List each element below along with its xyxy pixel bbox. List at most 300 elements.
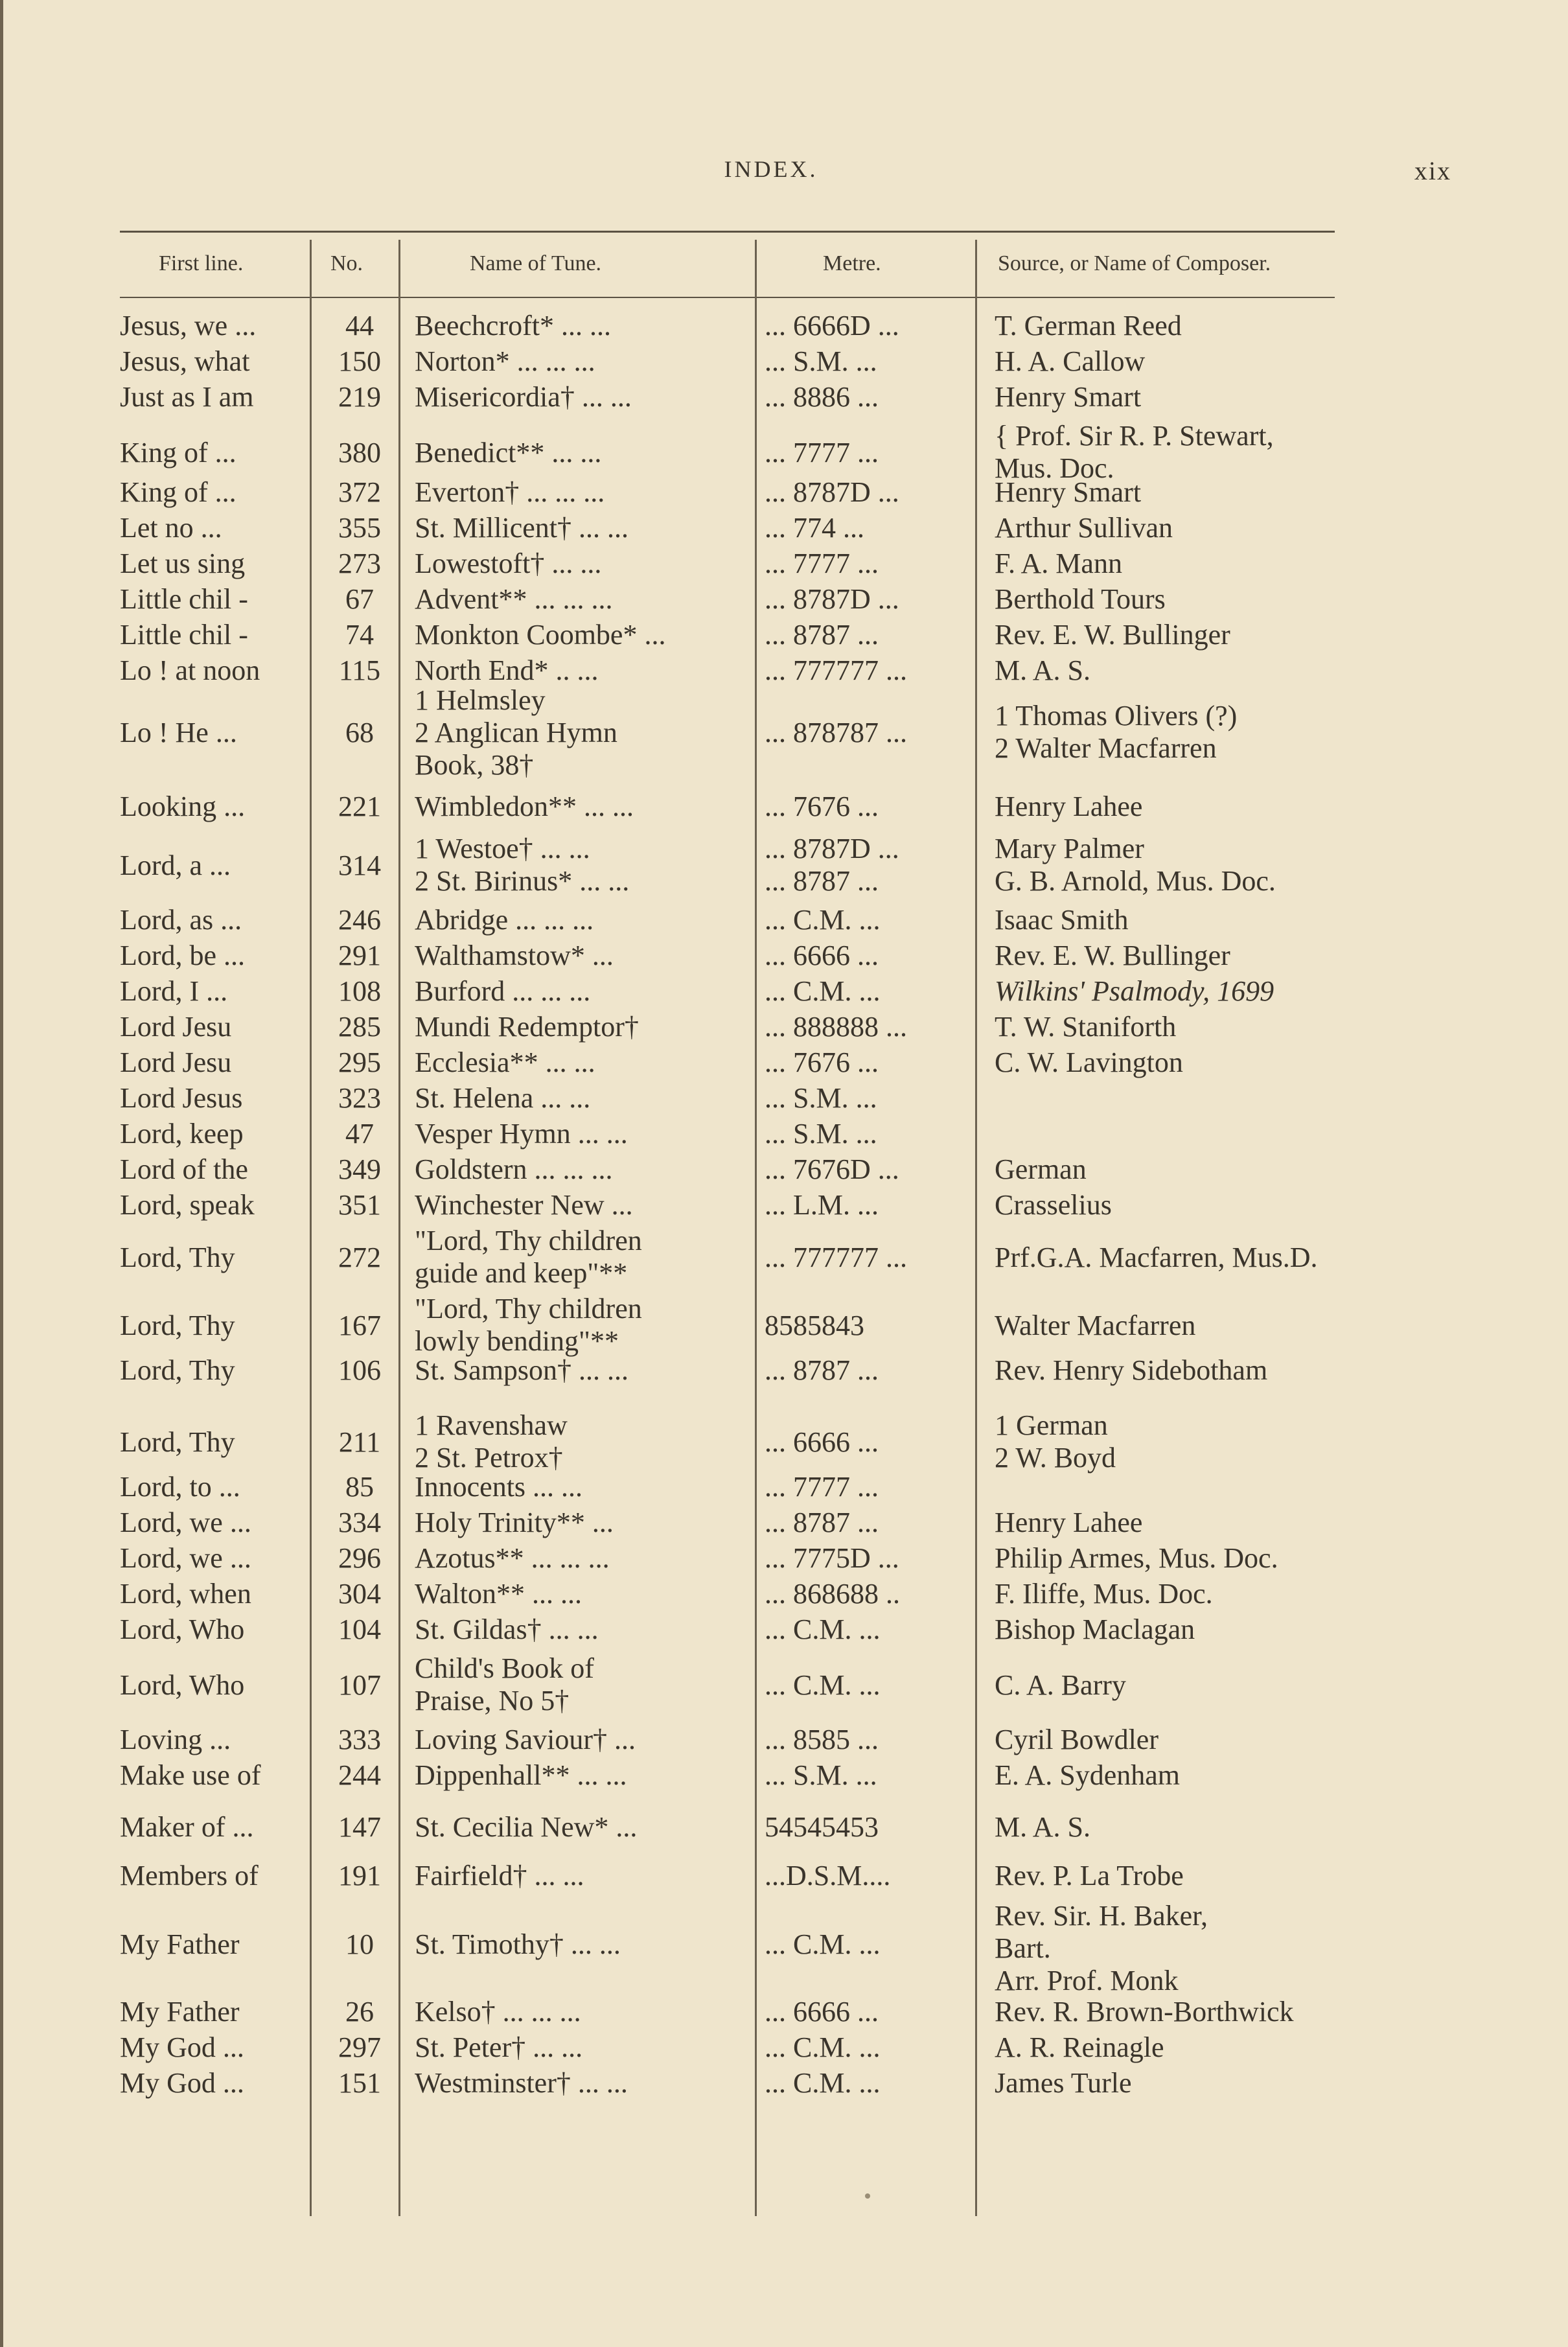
source-composer — [995, 1578, 1461, 1610]
hymn-number — [324, 1507, 395, 1539]
tune-name-line: "Lord, Thy children — [415, 1225, 642, 1256]
hymn-number — [324, 904, 395, 936]
metre-line: ... C.M. ... — [765, 1613, 881, 1645]
first-line — [120, 1153, 305, 1186]
tune-name-line: Norton* ... ... ... — [415, 345, 595, 377]
tune-name — [415, 1409, 739, 1474]
tune-name — [415, 1928, 739, 1961]
first-line — [120, 1082, 305, 1115]
table-row — [0, 975, 1568, 1014]
tune-name-line: Mundi Redemptor† — [415, 1011, 639, 1043]
first-line — [120, 1928, 305, 1961]
source-composer-line: 2 W. Boyd — [995, 1442, 1116, 1474]
hymn-number — [324, 476, 395, 509]
metre — [765, 1578, 965, 1610]
first-line-line: Little chil - — [120, 619, 248, 651]
hymn-number — [324, 512, 395, 544]
source-composer — [995, 1613, 1461, 1646]
hymn-number-line: 296 — [338, 1542, 381, 1574]
source-composer-line: Berthold Tours — [995, 583, 1166, 615]
source-composer — [995, 833, 1461, 897]
first-line — [120, 1310, 305, 1342]
first-line-line: Maker of ... — [120, 1811, 254, 1843]
hymn-number — [324, 1578, 395, 1610]
tune-name-line: 2 St. Birinus* ... ... — [415, 865, 630, 897]
tune-name — [415, 1542, 739, 1575]
tune-name — [415, 1471, 739, 1503]
first-line — [120, 381, 305, 413]
tune-name — [415, 1354, 739, 1387]
first-line — [120, 940, 305, 972]
source-composer-line: M. A. S. — [995, 654, 1090, 686]
metre-line: ... 7777 ... — [765, 437, 879, 468]
table-row — [0, 512, 1568, 551]
source-composer-line: Mary Palmer — [995, 833, 1144, 864]
metre — [765, 1811, 965, 1844]
table-row — [0, 1046, 1568, 1085]
tune-name-line: Holy Trinity** ... — [415, 1507, 614, 1538]
metre — [765, 1928, 965, 1961]
source-composer-line: Isaac Smith — [995, 904, 1129, 936]
source-composer-line: Rev. P. La Trobe — [995, 1860, 1184, 1891]
table-row — [0, 1996, 1568, 2035]
source-composer — [995, 1996, 1461, 2028]
source-composer-line: Wilkins' Psalmody, 1699 — [995, 975, 1274, 1007]
source-composer — [995, 1310, 1461, 1342]
tune-name-line: St. Cecilia New* ... — [415, 1811, 638, 1843]
running-header: INDEX. — [724, 156, 818, 182]
metre — [765, 1082, 965, 1115]
hymn-number-line: 44 — [345, 310, 374, 341]
metre-line: ... 8787D ... — [765, 833, 899, 864]
source-composer-line: Prf.G.A. Macfarren, Mus.D. — [995, 1242, 1318, 1273]
table-row — [0, 1153, 1568, 1192]
metre — [765, 1310, 965, 1342]
column-header-metre: Metre. — [823, 251, 881, 275]
tune-name — [415, 791, 739, 823]
table-row — [0, 381, 1568, 420]
hymn-number — [324, 1082, 395, 1115]
tune-name — [415, 1153, 739, 1186]
metre-line: ... 8787D ... — [765, 583, 899, 615]
tune-name — [415, 904, 739, 936]
first-line-line: Lo ! He ... — [120, 717, 237, 748]
tune-name-line: Dippenhall** ... ... — [415, 1759, 627, 1791]
tune-name-line: 2 Anglican Hymn — [415, 717, 617, 748]
hymn-number — [324, 1996, 395, 2028]
first-line — [120, 850, 305, 882]
table-header-rule — [120, 297, 1335, 298]
hymn-number-line: 372 — [338, 476, 381, 508]
source-composer-line: H. A. Callow — [995, 345, 1146, 377]
first-line-line: King of ... — [120, 437, 236, 468]
hymn-number — [324, 345, 395, 378]
source-composer-line: Rev. E. W. Bullinger — [995, 940, 1230, 971]
table-row — [0, 1293, 1568, 1364]
table-row — [0, 654, 1568, 693]
table-top-rule — [120, 231, 1335, 233]
metre — [765, 1153, 965, 1186]
metre — [765, 1860, 965, 1892]
tune-name — [415, 975, 739, 1008]
table-row — [0, 1011, 1568, 1050]
table-row — [0, 1613, 1568, 1652]
source-composer — [995, 1046, 1461, 1079]
hymn-number-line: 246 — [338, 904, 381, 936]
table-row — [0, 940, 1568, 978]
source-composer-line: Arr. Prof. Monk — [995, 1965, 1179, 1996]
tune-name — [415, 833, 739, 897]
metre — [765, 1507, 965, 1539]
source-composer — [995, 1724, 1461, 1756]
first-line — [120, 583, 305, 616]
table-row — [0, 904, 1568, 943]
metre — [765, 1189, 965, 1221]
hymn-number-line: 291 — [338, 940, 381, 971]
first-line — [120, 437, 305, 469]
metre-line: ... 6666 ... — [765, 940, 879, 971]
hymn-number-line: 380 — [338, 437, 381, 468]
source-composer — [995, 1811, 1461, 1844]
tune-name — [415, 1293, 739, 1358]
source-composer-line: Philip Armes, Mus. Doc. — [995, 1542, 1278, 1574]
hymn-number-line: 106 — [338, 1354, 381, 1386]
first-line — [120, 1242, 305, 1274]
first-line — [120, 2031, 305, 2064]
tune-name-line: Wimbledon** ... ... — [415, 791, 634, 822]
metre-line: ... 7676 ... — [765, 1046, 879, 1078]
first-line-line: Lord, a ... — [120, 850, 231, 881]
tune-name-line: Lowestoft† ... ... — [415, 548, 602, 579]
first-line-line: Lord, keep — [120, 1118, 244, 1150]
tune-name — [415, 1507, 739, 1539]
hymn-number-line: 221 — [338, 791, 381, 822]
metre-line: ... 777777 ... — [765, 1242, 907, 1273]
hymn-number-line: 108 — [338, 975, 381, 1007]
first-line-line: Lord, we ... — [120, 1542, 251, 1574]
metre — [765, 1011, 965, 1043]
table-row — [0, 1578, 1568, 1617]
source-composer-line: Mus. Doc. — [995, 452, 1114, 484]
metre — [765, 833, 965, 897]
table-row — [0, 583, 1568, 622]
source-composer-line: M. A. S. — [995, 1811, 1090, 1843]
page-number: xix — [1414, 156, 1451, 185]
tune-name-line: 2 St. Petrox† — [415, 1442, 563, 1474]
hymn-number-line: 211 — [338, 1426, 381, 1458]
source-composer-line: G. B. Arnold, Mus. Doc. — [995, 865, 1276, 897]
hymn-number — [324, 1724, 395, 1756]
metre — [765, 2067, 965, 2099]
tune-name — [415, 437, 739, 469]
tune-name — [415, 1082, 739, 1115]
tune-name — [415, 1996, 739, 2028]
hymn-number — [324, 2031, 395, 2064]
metre-line: ... C.M. ... — [765, 1669, 881, 1701]
metre — [765, 381, 965, 413]
source-composer — [995, 940, 1461, 972]
metre — [765, 1542, 965, 1575]
first-line — [120, 619, 305, 651]
metre-line: 8585843 — [765, 1310, 864, 1341]
first-line — [120, 1471, 305, 1503]
hymn-number-line: 244 — [338, 1759, 381, 1791]
source-composer-line: Henry Lahee — [995, 791, 1143, 822]
tune-name-line: Loving Saviour† ... — [415, 1724, 636, 1755]
metre-line: ... 8787 ... — [765, 1507, 879, 1538]
tune-name — [415, 2031, 739, 2064]
first-line — [120, 1542, 305, 1575]
source-composer-line: James Turle — [995, 2067, 1132, 2099]
metre-line: ... 774 ... — [765, 512, 864, 544]
metre — [765, 1669, 965, 1702]
source-composer — [995, 1409, 1461, 1474]
column-header-tune: Name of Tune. — [470, 251, 602, 275]
source-composer — [995, 2031, 1461, 2064]
tune-name-line: Azotus** ... ... ... — [415, 1542, 610, 1574]
tune-name — [415, 654, 739, 687]
tune-name — [415, 1652, 739, 1717]
hymn-number-line: 10 — [345, 1928, 374, 1960]
table-row — [0, 619, 1568, 658]
source-composer-line: Rev. Sir. H. Baker, — [995, 1900, 1208, 1932]
metre — [765, 583, 965, 616]
first-line-line: Lord of the — [120, 1153, 248, 1185]
tune-name-line: Monkton Coombe* ... — [415, 619, 666, 651]
tune-name-line: Kelso† ... ... ... — [415, 1996, 581, 2028]
hymn-number — [324, 1242, 395, 1274]
tune-name-line: Ecclesia** ... ... — [415, 1046, 595, 1078]
hymn-number — [324, 940, 395, 972]
metre-line: ... 7777 ... — [765, 548, 879, 579]
metre — [765, 1996, 965, 2028]
hymn-number-line: 147 — [338, 1811, 381, 1843]
tune-name — [415, 1011, 739, 1043]
metre — [765, 791, 965, 823]
table-row — [0, 1189, 1568, 1228]
first-line-line: Lord, Thy — [120, 1310, 235, 1341]
hymn-number-line: 323 — [338, 1082, 381, 1114]
source-composer-line: German — [995, 1153, 1087, 1185]
table-row — [0, 1082, 1568, 1121]
tune-name-line: 1 Westoe† ... ... — [415, 833, 590, 864]
first-line — [120, 1189, 305, 1221]
hymn-number-line: 107 — [338, 1669, 381, 1701]
first-line — [120, 791, 305, 823]
first-line — [120, 345, 305, 378]
tune-name-line: North End* .. ... — [415, 654, 599, 686]
hymn-number — [324, 1542, 395, 1575]
metre-line: ... 8787 ... — [765, 865, 879, 897]
hymn-number — [324, 2067, 395, 2099]
tune-name-line: Westminster† ... ... — [415, 2067, 628, 2099]
tune-name — [415, 1811, 739, 1844]
table-row — [0, 2031, 1568, 2070]
first-line-line: My God ... — [120, 2031, 244, 2063]
tune-name-line: Vesper Hymn ... ... — [415, 1118, 628, 1150]
table-row — [0, 1507, 1568, 1545]
hymn-number — [324, 1669, 395, 1702]
hymn-number-line: 67 — [345, 583, 374, 615]
first-line — [120, 1860, 305, 1892]
tune-name-line: St. Sampson† ... ... — [415, 1354, 629, 1386]
first-line — [120, 1759, 305, 1792]
first-line-line: Little chil - — [120, 583, 248, 615]
tune-name — [415, 2067, 739, 2099]
hymn-number — [324, 850, 395, 882]
metre-line: ... C.M. ... — [765, 1928, 881, 1960]
source-composer-line: Henry Lahee — [995, 1507, 1143, 1538]
table-row — [0, 345, 1568, 384]
hymn-number-line: 349 — [338, 1153, 381, 1185]
first-line-line: Just as I am — [120, 381, 254, 413]
first-line — [120, 1354, 305, 1387]
first-line-line: Let us sing — [120, 548, 246, 579]
metre-line: ... 7777 ... — [765, 1471, 879, 1503]
metre-line: ... 8787 ... — [765, 1354, 879, 1386]
tune-name-line: Walthamstow* ... — [415, 940, 614, 971]
tune-name-line: St. Helena ... ... — [415, 1082, 591, 1114]
hymn-number-line: 273 — [338, 548, 381, 579]
source-composer-line: Arthur Sullivan — [995, 512, 1173, 544]
tune-name — [415, 619, 739, 651]
hymn-number-line: 104 — [338, 1613, 381, 1645]
first-line-line: Lord, when — [120, 1578, 251, 1610]
hymn-number — [324, 1613, 395, 1646]
tune-name-line: Child's Book of — [415, 1652, 594, 1684]
metre-line: ... 888888 ... — [765, 1011, 907, 1043]
first-line — [120, 717, 305, 749]
first-line — [120, 1507, 305, 1539]
metre-line: ... S.M. ... — [765, 1759, 877, 1791]
table-row — [0, 1409, 1568, 1481]
tune-name-line: 1 Helmsley — [415, 684, 546, 716]
source-composer — [995, 1189, 1461, 1221]
metre — [765, 1426, 965, 1459]
table-row — [0, 1542, 1568, 1581]
source-composer-line: 1 Thomas Olivers (?) — [995, 700, 1238, 732]
first-line — [120, 1046, 305, 1079]
first-line — [120, 975, 305, 1008]
first-line-line: My God ... — [120, 2067, 244, 2099]
hymn-number — [324, 310, 395, 342]
first-line-line: Lord Jesu — [120, 1046, 232, 1078]
first-line — [120, 1578, 305, 1610]
metre-line: ... 8787D ... — [765, 476, 899, 508]
metre-line: ... 6666D ... — [765, 310, 899, 341]
table-row — [0, 1225, 1568, 1296]
first-line — [120, 1724, 305, 1756]
hymn-number-line: 333 — [338, 1724, 381, 1755]
metre — [765, 548, 965, 580]
first-line-line: Lord, we ... — [120, 1507, 251, 1538]
source-composer — [995, 904, 1461, 936]
source-composer-line: T. W. Staniforth — [995, 1011, 1177, 1043]
hymn-number-line: 26 — [345, 1996, 374, 2028]
first-line-line: Lord Jesu — [120, 1011, 232, 1043]
hymn-number — [324, 1811, 395, 1844]
tune-name-line: "Lord, Thy children — [415, 1293, 642, 1324]
tune-name — [415, 1578, 739, 1610]
first-line-line: King of ... — [120, 476, 236, 508]
hymn-number-line: 272 — [338, 1242, 381, 1273]
source-composer — [995, 476, 1461, 509]
first-line — [120, 1613, 305, 1646]
tune-name — [415, 381, 739, 413]
metre-line: ... C.M. ... — [765, 2031, 881, 2063]
hymn-number-line: 314 — [338, 850, 381, 881]
first-line — [120, 2067, 305, 2099]
column-header-number: No. — [330, 251, 363, 275]
metre-line: ... C.M. ... — [765, 904, 881, 936]
metre-line: ... 7775D ... — [765, 1542, 899, 1574]
source-composer — [995, 1669, 1461, 1702]
source-composer-line: Walter Macfarren — [995, 1310, 1196, 1341]
metre — [765, 904, 965, 936]
hymn-number — [324, 381, 395, 413]
first-line-line: Lord, Thy — [120, 1426, 235, 1458]
hymn-number — [324, 791, 395, 823]
tune-name-line: Innocents ... ... — [415, 1471, 583, 1503]
source-composer-line: F. A. Mann — [995, 548, 1122, 579]
source-composer-line: Rev. Henry Sidebotham — [995, 1354, 1268, 1386]
source-composer — [995, 310, 1461, 342]
tune-name-line: lowly bending"** — [415, 1325, 619, 1357]
first-line-line: Lord, Who — [120, 1613, 245, 1645]
tune-name — [415, 583, 739, 616]
first-line — [120, 512, 305, 544]
tune-name-line: Goldstern ... ... ... — [415, 1153, 613, 1185]
metre-line: 54545453 — [765, 1811, 879, 1843]
table-row — [0, 476, 1568, 515]
source-composer — [995, 1542, 1461, 1575]
hymn-number-line: 85 — [345, 1471, 374, 1503]
hymn-number-line: 167 — [338, 1310, 381, 1341]
metre-line: ... 8585 ... — [765, 1724, 879, 1755]
table-row — [0, 1652, 1568, 1724]
tune-name-line: Book, 38† — [415, 749, 534, 781]
metre-line: ... 6666 ... — [765, 1996, 879, 2028]
source-composer-line: E. A. Sydenham — [995, 1759, 1180, 1791]
source-composer-line: C. W. Lavington — [995, 1046, 1183, 1078]
tune-name — [415, 1118, 739, 1150]
tune-name-line: Fairfield† ... ... — [415, 1860, 584, 1891]
source-composer — [995, 548, 1461, 580]
source-composer-line: Bishop Maclagan — [995, 1613, 1195, 1645]
tune-name-line: Benedict** ... ... — [415, 437, 602, 468]
first-line-line: Lord, as ... — [120, 904, 242, 936]
source-composer-line: 2 Walter Macfarren — [995, 732, 1217, 764]
hymn-number-line: 151 — [338, 2067, 381, 2099]
metre — [765, 2031, 965, 2064]
first-line-line: Lord, be ... — [120, 940, 246, 971]
tune-name — [415, 940, 739, 972]
source-composer-line: Rev. R. Brown-Borthwick — [995, 1996, 1294, 2028]
hymn-number — [324, 437, 395, 469]
tune-name — [415, 476, 739, 509]
tune-name — [415, 1724, 739, 1756]
hymn-number-line: 150 — [338, 345, 381, 377]
metre — [765, 1118, 965, 1150]
tune-name — [415, 512, 739, 544]
source-composer-line: F. Iliffe, Mus. Doc. — [995, 1578, 1213, 1610]
metre-line: ... 868688 .. — [765, 1578, 900, 1610]
hymn-number-line: 295 — [338, 1046, 381, 1078]
tune-name-line: Misericordia† ... ... — [415, 381, 632, 413]
table-row — [0, 1724, 1568, 1763]
metre — [765, 975, 965, 1008]
tune-name-line: Burford ... ... ... — [415, 975, 591, 1007]
